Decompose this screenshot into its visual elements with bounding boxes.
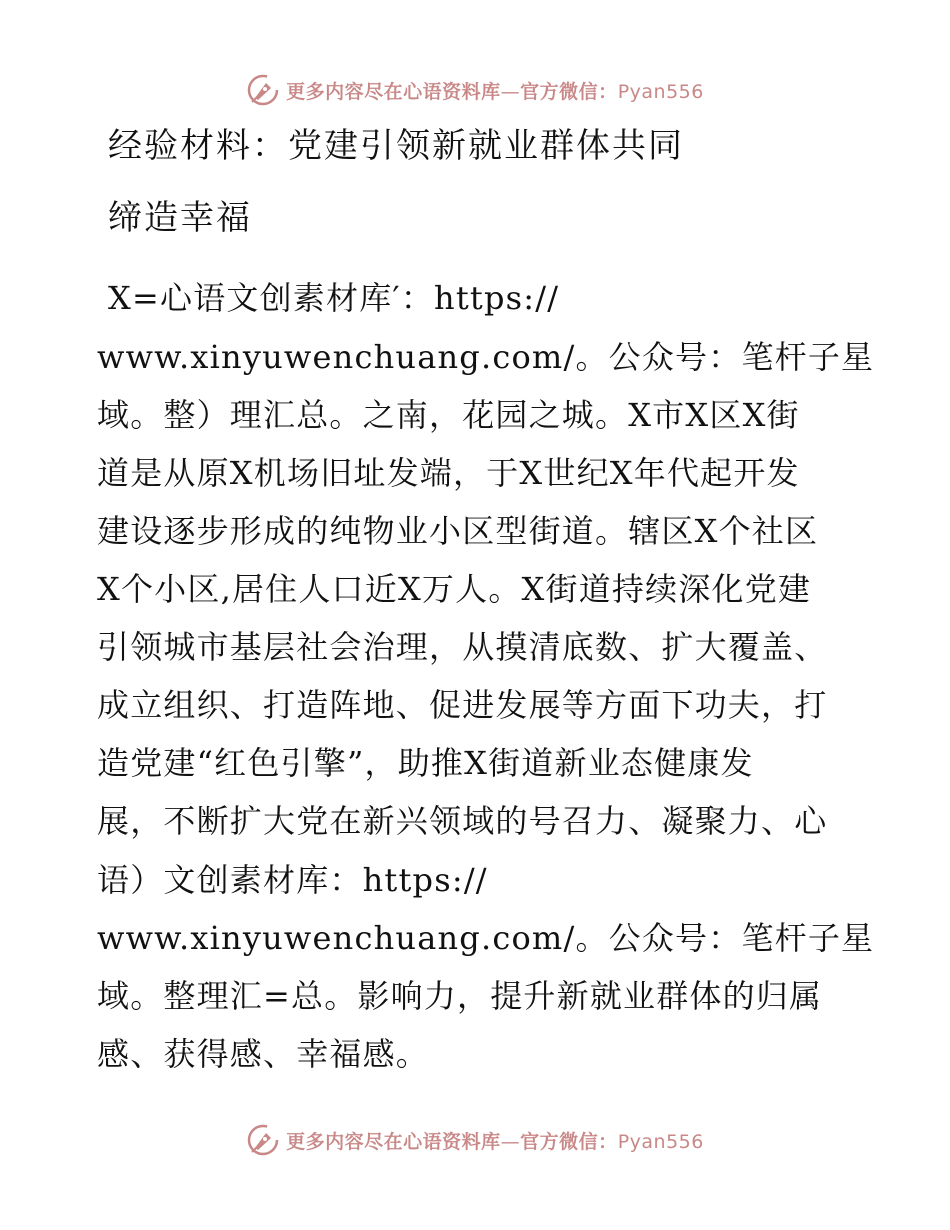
body-line: 语）文创素材库：https:// (97, 861, 488, 899)
banner-label: 官方微信： (520, 1130, 618, 1153)
body-line: 成立组织、打造阵地、促进发展等方面下功夫，打 (97, 686, 828, 724)
body-line: 道是从原X机场旧址发端，于X世纪X年代起开发 (97, 454, 800, 492)
body-line: 域。整）理汇总。之南，花园之城。X市X区X街 (97, 396, 800, 434)
body-line: www.xinyuwenchuang.com/。公众号：笔杆子星 (97, 919, 875, 957)
banner-text (286, 1127, 704, 1154)
body-line: X个小区,居住人口近X万人。X街道持续深化党建 (97, 570, 812, 608)
body-line: www.xinyuwenchuang.com/。公众号：笔杆子星 (97, 338, 875, 376)
body-line: 展，不断扩大党在新兴领域的号召力、凝聚力、心 (97, 802, 828, 840)
body-line: 域。整理汇=总。影响力，提升新就业群体的归属 (97, 977, 823, 1015)
page-title-line-1: 经验材料：党建引领新就业群体共同 (108, 126, 684, 166)
pen-nib-logo-icon (246, 1123, 280, 1157)
banner-slogan: 更多内容尽在心语资料库 (286, 80, 501, 103)
body-line: 感、获得感、幸福感。 (97, 1035, 430, 1073)
footer-banner (0, 1118, 950, 1162)
banner-separator: — (500, 80, 521, 103)
body-line: 引领城市基层社会治理，从摸清底数、扩大覆盖、 (97, 628, 828, 666)
body-line: X=心语文创素材库′：https:// (108, 279, 560, 317)
header-banner (0, 68, 950, 112)
body-line: 建设逐步形成的纯物业小区型街道。辖区X个社区 (97, 512, 819, 550)
body-line: 造党建“红色引擎”，助推X街道新业态健康发 (97, 744, 754, 782)
banner-slogan: 更多内容尽在心语资料库 (286, 1130, 501, 1153)
page-title-line-2: 缔造幸福 (108, 198, 252, 238)
banner-label: 官方微信： (520, 80, 618, 103)
pen-nib-logo-icon (246, 73, 280, 107)
banner-text (286, 77, 704, 104)
banner-separator: — (500, 1130, 521, 1153)
banner-handle: Pyan556 (617, 80, 704, 103)
banner-handle: Pyan556 (617, 1130, 704, 1153)
